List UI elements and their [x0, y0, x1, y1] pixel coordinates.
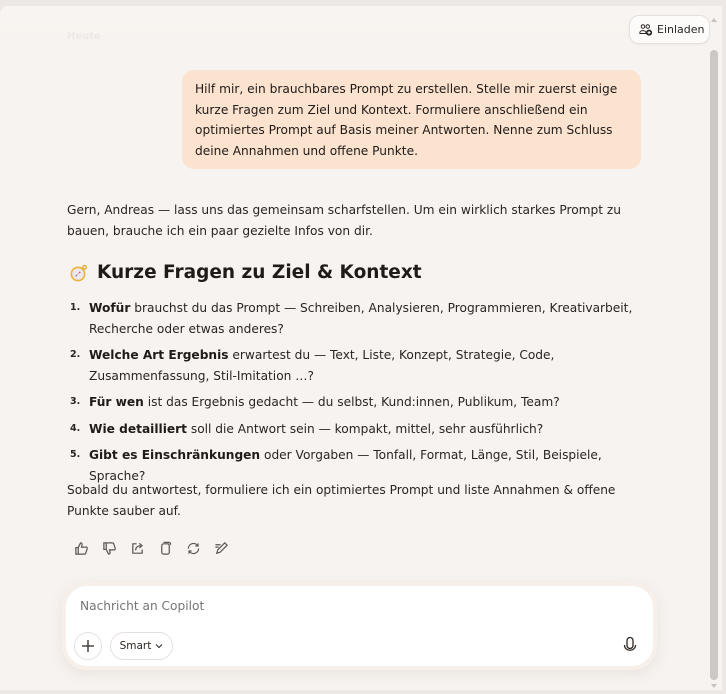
- invite-button[interactable]: [629, 15, 710, 44]
- list-item: [67, 345, 657, 386]
- list-number: 3.: [70, 396, 81, 407]
- list-item: [67, 419, 657, 440]
- share-icon: [130, 541, 145, 556]
- section-label: Heute: [67, 31, 101, 42]
- list-item: [67, 392, 657, 413]
- list-number: 2.: [70, 349, 81, 360]
- thumbs-up-button[interactable]: [72, 539, 90, 557]
- message-input[interactable]: [80, 599, 530, 613]
- thumbs-down-icon: [102, 541, 117, 556]
- question-text: ist das Ergebnis gedacht — du selbst, Kund:innen, Publikum, Team?: [143, 395, 560, 409]
- list-number: 1.: [70, 302, 81, 313]
- list-number: 4.: [70, 422, 81, 434]
- mode-label: Smart: [119, 640, 152, 652]
- question-text: soll die Antwort sein — kompakt, mittel, sehr ausführlich?: [186, 421, 544, 436]
- question-list: [67, 298, 657, 492]
- assistant-intro: Gern, Andreas — lass uns das gemeinsam scharfstellen. Um ein wirklich starkes Prompt zu bauen, brauche ich ein paar gezielte Infos von dir.: [67, 203, 622, 238]
- thumbs-down-button[interactable]: [100, 539, 118, 557]
- list-number: 5.: [70, 449, 81, 460]
- composer: [66, 586, 653, 666]
- question-keyword: Gibt es Einschränkungen: [89, 448, 261, 462]
- question-keyword: Wofür: [89, 301, 131, 315]
- question-keyword: Welche Art Ergebnis: [89, 348, 229, 362]
- add-attachment-button[interactable]: [74, 632, 102, 660]
- regenerate-icon: [186, 541, 201, 556]
- chevron-down-icon: [155, 643, 163, 649]
- list-item: [67, 298, 657, 339]
- regenerate-button[interactable]: [184, 539, 202, 557]
- scrollbar-thumb[interactable]: [710, 50, 718, 680]
- header-bar: [0, 6, 700, 50]
- share-button[interactable]: [128, 539, 146, 557]
- scrollbar[interactable]: [708, 18, 720, 690]
- question-text: erwartest du — Text, Liste, Konzept, Strategie, Code, Zusammenfassung, Stil-Imitation …?: [89, 348, 555, 383]
- question-keyword: Für wen: [89, 395, 144, 409]
- message-actions: [72, 539, 230, 557]
- invite-label: Einladen: [657, 23, 705, 36]
- copy-button[interactable]: [156, 539, 174, 557]
- microphone-button[interactable]: [619, 634, 641, 656]
- add-person-icon: [639, 23, 653, 37]
- question-text: oder Vorgaben — Tonfall, Format, Länge, Stil, Beispiele, Sprache?: [89, 448, 602, 483]
- compass-icon: [69, 263, 89, 283]
- user-message: Hilf mir, ein brauchbares Prompt zu erstellen. Stelle mir zuerst einige kurze Fragen zum Ziel und Kontext. Formuliere anschließend ein optimiertes Prompt auf Basis meiner Antworten. Nenne zum Schluss deine Annahmen und offene Punkte.: [182, 70, 641, 169]
- edit-icon: [214, 541, 229, 556]
- question-text: brauchst du das Prompt — Schreiben, Analysieren, Programmieren, Kreativarbeit, Recherche oder etwas anderes?: [89, 301, 633, 336]
- edit-button[interactable]: [212, 539, 230, 557]
- chat-window: [0, 6, 722, 690]
- assistant-heading: [69, 262, 422, 283]
- copy-icon: [158, 541, 173, 556]
- microphone-icon: [622, 636, 638, 654]
- mode-selector[interactable]: [110, 632, 173, 660]
- assistant-closing: Sobald du antwortest, formuliere ich ein optimiertes Prompt und liste Annahmen & offene Punkte sauber auf.: [67, 483, 616, 518]
- heading-text: Kurze Fragen zu Ziel & Kontext: [97, 262, 422, 283]
- scroll-down-arrow-icon[interactable]: [711, 684, 717, 688]
- scroll-up-arrow-icon[interactable]: [711, 18, 717, 22]
- plus-icon: [81, 639, 95, 653]
- question-keyword: Wie detailliert: [89, 421, 187, 436]
- thumbs-up-icon: [74, 541, 89, 556]
